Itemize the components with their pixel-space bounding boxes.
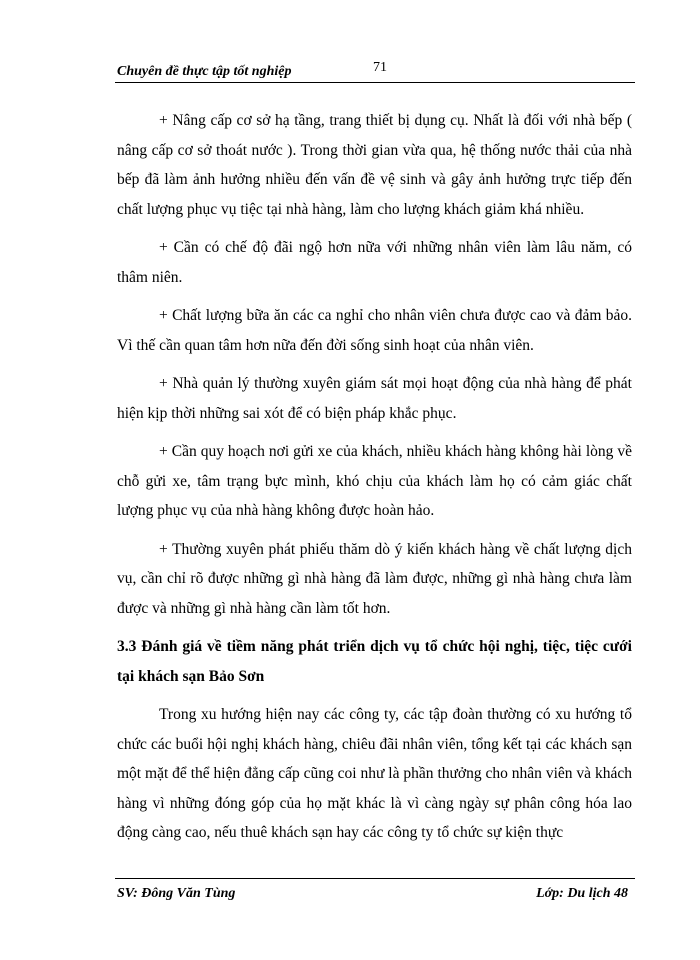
- footer-divider: [115, 878, 635, 879]
- paragraph-staff-benefits: + Cần có chế độ đãi ngộ hơn nữa với những nhân viên làm lâu năm, có thâm niên.: [117, 239, 632, 286]
- page-body: [117, 106, 632, 857]
- header-divider: [115, 82, 635, 83]
- page-number: 71: [373, 60, 387, 75]
- section-heading: 3.3 Đánh giá về tiềm năng phát triển dịch vụ tổ chức hội nghị, tiệc, tiệc cưới tại khách sạn Bảo Sơn: [117, 638, 632, 685]
- paragraph-staff-meals: + Chất lượng bữa ăn các ca nghỉ cho nhân viên chưa được cao và đảm bảo. Vì thế cần quan tâm hơn nữa đến đời sống sinh hoạt của nhân viên.: [117, 307, 632, 354]
- footer-student-name: SV: Đông Văn Tùng: [117, 886, 236, 901]
- paragraph-surveys: + Thường xuyên phát phiếu thăm dò ý kiến khách hàng về chất lượng dịch vụ, cần chỉ rõ được những gì nhà hàng đã làm được, những gì nhà hàng chưa làm được và những gì nhà hàng cần làm tốt hơn.: [117, 540, 632, 617]
- paragraph-parking: + Cần quy hoạch nơi gửi xe của khách, nhiều khách hàng không hài lòng về chỗ gửi xe, tâm trạng bực mình, khó chịu của khách làm họ có cảm giác chất lượng phục vụ của nhà hàng không được hoàn hảo.: [117, 443, 632, 519]
- paragraph-supervision: + Nhà quản lý thường xuyên giám sát mọi hoạt động của nhà hàng để phát hiện kịp thời những sai xót để có biện pháp khắc phục.: [117, 375, 632, 422]
- footer-class: Lớp: Du lịch 48: [536, 886, 628, 901]
- paragraph-infrastructure: + Nâng cấp cơ sở hạ tầng, trang thiết bị dụng cụ. Nhất là đối với nhà bếp ( nâng cấp cơ sở thoát nước ). Trong thời gian vừa qua, hệ thống nước thải của nhà bếp đã làm ảnh hưởng nhiều đến vấn đề vệ sinh và gây ảnh hưởng trực tiếp đến chất lượng phục vụ tiệc tại nhà hàng, làm cho lượng khách giảm khá nhiều.: [117, 112, 632, 218]
- header-title: Chuyên đề thực tập tốt nghiệp: [117, 64, 292, 79]
- section-paragraph: Trong xu hướng hiện nay các công ty, các tập đoàn thường có xu hướng tổ chức các buổi hội nghị khách hàng, chiêu đãi nhân viên, tổng kết tại các khách sạn một mặt để thể hiện đẳng cấp cũng coi như là phần thưởng cho nhân viên và khách hàng vì những đóng góp của họ mặt khác là vì càng ngày sự phân công hóa lao động càng cao, nếu thuê khách sạn hay các công ty tổ chức sự kiện thực: [117, 706, 632, 841]
